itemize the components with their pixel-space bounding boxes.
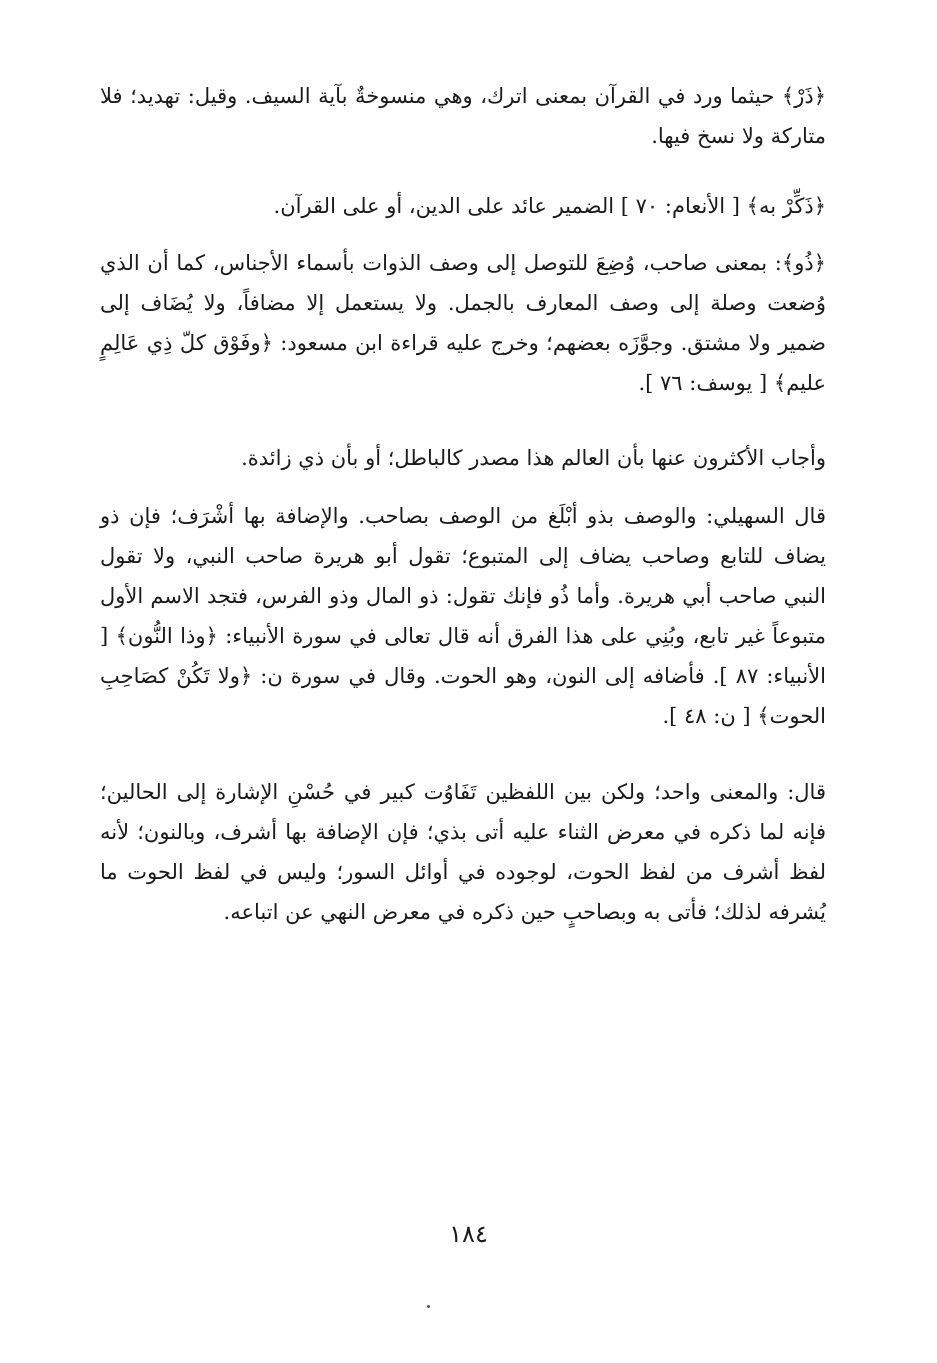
paragraph: قال: والمعنى واحد؛ ولكن بين اللفظين تَفَاوُت كبير في حُسْنِ الإشارة إلى الحالين؛ فإنه لما ذكره في معرض الثناء عليه أتى بذي؛ فإن الإضافة بها أشرف، وبالنون؛ لأنه لفظ أشرف من لفظ الحوت، لوجوده في أوائل السور؛ وليس في لفظ الحوت ما يُشرفه لذلك؛ فأتى به وبصاحبٍ حين ذكره في معرض النهي عن اتباعه.	[100, 780, 826, 924]
reply-paragraph	[100, 438, 826, 478]
entry-dhu	[100, 243, 826, 403]
paragraph: وأجاب الأكثرون عنها بأن العالم هذا مصدر كالباطل؛ أو بأن ذي زائدة.	[241, 446, 826, 470]
paragraph: قال السهيلي: والوصف بذو أبْلَغ من الوصف بصاحب. والإضافة بها أشْرَف؛ فإن ذو يضاف للتابع وصاحب يضاف إلى المتبوع؛ تقول أبو هريرة صاحب النبي، ولا تقول النبي صاحب أبي هريرة. وأما ذُو فإنك تقول: ذو المال وذو الفرس، فتجد الاسم الأول متبوعاً غير تابع، وبُنِي على هذا الفرق أنه قال تعالى في سورة الأنبياء: ﴿وذا النُّون﴾ [ الأنبياء: ٨٧ ]. فأضافه إلى النون، وهو الحوت. وقال في سورة ن: ﴿ولا تَكُنْ كصَاحِبِ الحوت﴾ [ ن: ٤٨ ].	[100, 504, 826, 728]
scan-speck	[427, 1305, 430, 1308]
conclusion-paragraph	[100, 772, 826, 932]
suhayli-paragraph	[100, 496, 826, 736]
entry-dhakkir	[100, 186, 826, 226]
paragraph: ﴿ذَكِّرْ به﴾ [ الأنعام: ٧٠ ] الضمير عائد على الدين، أو على القرآن.	[273, 194, 826, 218]
paragraph: ﴿ذَرْ﴾ حيثما ورد في القرآن بمعنى اترك، وهي منسوخةٌ بآية السيف. وقيل: تهديد؛ فلا متاركة ولا نسخ فيها.	[100, 84, 826, 148]
entry-dhar	[100, 76, 826, 156]
paragraph: ﴿ذُو﴾: بمعنى صاحب، وُضِعَ للتوصل إلى وصف الذوات بأسماء الأجناس، كما أن الذي وُضعت وصلة إلى وصف المعارف بالجمل. ولا يستعمل إلا مضافاً، ولا يُضَاف إلى ضمير ولا مشتق. وجوَّزَه بعضهم؛ وخرج عليه قراءة ابن مسعود: ﴿وفَوْق كلّ ذِي عَالِمٍ عليم﴾ [ يوسف: ٧٦ ].	[100, 251, 826, 395]
page-number: ١٨٤	[449, 1220, 488, 1248]
